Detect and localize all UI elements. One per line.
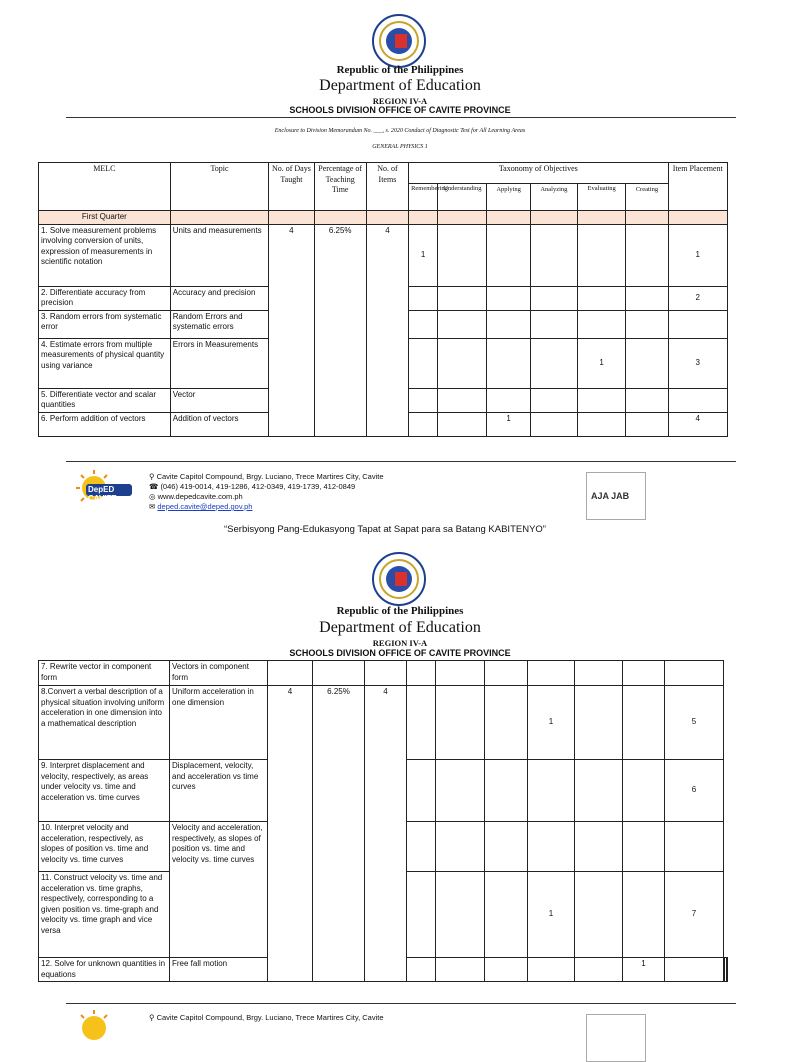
certification-badge bbox=[586, 1014, 646, 1062]
ana-cell: 1 bbox=[528, 872, 575, 958]
division-label: SCHOOLS DIVISION OFFICE OF CAVITE PROVINCE bbox=[289, 105, 511, 115]
col-topic: Topic bbox=[170, 163, 269, 211]
tagline: “Serbisyong Pang-Edukasyong Tapat at Sapat para sa Batang KABITENYO” bbox=[224, 524, 546, 535]
app-cell: 1 bbox=[487, 412, 530, 436]
days-cell: 4 bbox=[269, 224, 314, 436]
mail-icon: ✉ bbox=[149, 502, 156, 511]
percentage-cell: 6.25% bbox=[313, 686, 365, 982]
melc-cell: 5. Differentiate vector and scalar quantities bbox=[39, 388, 171, 412]
col-applying: Applying bbox=[487, 184, 530, 211]
tos-table-page-1 bbox=[38, 162, 728, 437]
und-cell bbox=[438, 310, 487, 338]
col-creating: Creating bbox=[626, 184, 668, 211]
und-cell bbox=[438, 412, 487, 436]
col-melc: MELC bbox=[39, 163, 171, 211]
topic-cell: Vectors in component form bbox=[170, 661, 268, 686]
rem-cell bbox=[409, 338, 438, 388]
items-cell: 4 bbox=[366, 224, 408, 436]
logo-text: DepED CAVITE bbox=[88, 485, 117, 503]
contact-block bbox=[149, 1013, 384, 1023]
app-cell bbox=[487, 286, 530, 310]
footer-rule bbox=[66, 461, 736, 462]
ana-cell bbox=[530, 310, 577, 338]
app-cell bbox=[487, 388, 530, 412]
col-remembering: Remembering bbox=[409, 184, 438, 211]
placement-cell: 7 bbox=[665, 872, 724, 958]
topic-cell: Errors in Measurements bbox=[170, 338, 269, 388]
melc-cell: 4. Estimate errors from multiple measurements of physical quantity using variance bbox=[39, 338, 171, 388]
ana-cell bbox=[530, 286, 577, 310]
col-analyzing: Analyzing bbox=[530, 184, 577, 211]
melc-cell: 3. Random errors from systematic error bbox=[39, 310, 171, 338]
melc-cell: 6. Perform addition of vectors bbox=[39, 412, 171, 436]
col-understanding: Understanding bbox=[438, 184, 487, 211]
percentage-cell: 6.25% bbox=[314, 224, 366, 436]
und-cell bbox=[438, 388, 487, 412]
phone-icon: ☎ bbox=[149, 482, 159, 491]
topic-cell: Addition of vectors bbox=[170, 412, 269, 436]
eva-cell bbox=[577, 310, 625, 338]
email-link[interactable]: deped.cavite@deped.gov.ph bbox=[157, 502, 253, 511]
table-row bbox=[39, 686, 728, 760]
items-cell: 4 bbox=[365, 686, 407, 982]
placement-cell: 2 bbox=[668, 286, 727, 310]
app-cell: 1 bbox=[623, 958, 665, 982]
melc-cell: 12. Solve for unknown quantities in equations bbox=[39, 958, 170, 982]
website-link[interactable]: www.depedcavite.com.ph bbox=[157, 492, 243, 501]
ana-cell bbox=[530, 224, 577, 286]
topic-cell: Random Errors and systematic errors bbox=[170, 310, 269, 338]
placement-cell: 3 bbox=[668, 338, 727, 388]
department-title: Department of Education bbox=[319, 619, 481, 636]
topic-cell: Displacement, velocity, and acceleration vs time curves bbox=[170, 760, 268, 822]
cre-cell bbox=[626, 412, 668, 436]
ana-cell bbox=[530, 412, 577, 436]
col-items: No. of Items bbox=[366, 163, 408, 211]
app-cell bbox=[487, 338, 530, 388]
melc-cell: 11. Construct velocity vs. time and acceleration vs. time graphs, respectively, corresponding to a given position vs. time-graph and velocity vs. time graph and vice versa bbox=[39, 872, 170, 958]
region-label: REGION IV-A bbox=[372, 96, 428, 106]
cre-cell bbox=[626, 286, 668, 310]
rem-cell bbox=[409, 286, 438, 310]
phone-text: (046) 419-0014, 419-1286, 412-0349, 419-1739, 412-0849 bbox=[160, 482, 356, 491]
cre-cell bbox=[626, 338, 668, 388]
melc-cell: 1. Solve measurement problems involving conversion of units, expression of measurements in scientific notation bbox=[39, 224, 171, 286]
region-label: REGION IV-A bbox=[372, 638, 428, 648]
topic-cell: Velocity and acceleration, respectively, as slopes of position vs. time and velocity vs. time curves bbox=[170, 822, 268, 958]
ana-cell bbox=[530, 388, 577, 412]
rem-cell bbox=[409, 412, 438, 436]
cert-text: AJA JAB bbox=[591, 491, 630, 501]
col-evaluating: Evaluating bbox=[577, 184, 625, 211]
col-taxonomy: Taxonomy of Objectives bbox=[409, 163, 669, 184]
location-pin-icon: ⚲ bbox=[149, 1013, 155, 1022]
cre-cell bbox=[626, 310, 668, 338]
melc-cell: 2. Differentiate accuracy from precision bbox=[39, 286, 171, 310]
app-cell bbox=[487, 310, 530, 338]
division-label: SCHOOLS DIVISION OFFICE OF CAVITE PROVINCE bbox=[289, 648, 511, 658]
subject-label: GENERAL PHYSICS 1 bbox=[372, 144, 428, 150]
deped-cavite-logo bbox=[66, 1008, 136, 1048]
quarter-label: First Quarter bbox=[39, 211, 171, 225]
rem-cell bbox=[409, 388, 438, 412]
placement-cell: 1 bbox=[668, 224, 727, 286]
days-cell: 4 bbox=[268, 686, 313, 982]
melc-cell: 10. Interpret velocity and acceleration, respectively, as slopes of position vs. time and velocity vs. time curves bbox=[39, 822, 170, 872]
republic-label: Republic of the Philippines bbox=[336, 64, 464, 76]
placement-cell bbox=[726, 958, 727, 982]
col-percentage: Percentage of Teaching Time bbox=[314, 163, 366, 211]
location-pin-icon: ⚲ bbox=[149, 472, 155, 481]
quarter-row bbox=[39, 211, 728, 225]
col-placement: Item Placement bbox=[668, 163, 727, 211]
ana-cell bbox=[530, 338, 577, 388]
topic-cell: Vector bbox=[170, 388, 269, 412]
cre-cell bbox=[626, 388, 668, 412]
ana-cell: 1 bbox=[528, 686, 575, 760]
enclosure-note: Enclosure to Division Memorandum No. ___, s. 2020 Conduct of Diagnostic Test for All Learning Areas bbox=[274, 128, 526, 134]
melc-cell: 8.Convert a verbal description of a physical situation involving uniform acceleration in one dimension into a mathematical description bbox=[39, 686, 170, 760]
tos-table-page-2 bbox=[38, 660, 728, 982]
und-cell bbox=[438, 286, 487, 310]
eva-cell bbox=[577, 412, 625, 436]
department-title: Department of Education bbox=[319, 77, 481, 94]
eva-cell bbox=[577, 388, 625, 412]
melc-cell: 7. Rewrite vector in component form bbox=[39, 661, 170, 686]
und-cell bbox=[438, 338, 487, 388]
contact-block bbox=[149, 472, 384, 512]
table-row bbox=[39, 224, 728, 286]
topic-cell: Free fall motion bbox=[170, 958, 268, 982]
deped-seal-logo bbox=[372, 552, 426, 606]
col-days: No. of Days Taught bbox=[269, 163, 314, 211]
placement-cell: 5 bbox=[665, 686, 724, 760]
topic-cell: Accuracy and precision bbox=[170, 286, 269, 310]
placement-cell: 4 bbox=[668, 412, 727, 436]
deped-cavite-logo bbox=[66, 468, 136, 508]
cre-cell bbox=[626, 224, 668, 286]
footer-rule bbox=[66, 1003, 736, 1004]
certification-badge bbox=[586, 472, 646, 520]
placement-cell bbox=[668, 310, 727, 338]
table-row bbox=[39, 661, 728, 686]
placement-cell: 6 bbox=[665, 760, 724, 822]
rem-cell: 1 bbox=[409, 224, 438, 286]
header-rule bbox=[66, 117, 736, 118]
deped-seal-logo bbox=[372, 14, 426, 68]
address-text: Cavite Capitol Compound, Brgy. Luciano, Trece Martires City, Cavite bbox=[156, 1013, 384, 1022]
eva-cell bbox=[577, 224, 625, 286]
globe-icon: ◎ bbox=[149, 492, 156, 501]
placement-cell bbox=[668, 388, 727, 412]
und-cell bbox=[438, 224, 487, 286]
rem-cell bbox=[409, 310, 438, 338]
melc-cell: 9. Interpret displacement and velocity, respectively, as areas under velocity vs. time and acceleration vs. time curves bbox=[39, 760, 170, 822]
topic-cell: Units and measurements bbox=[170, 224, 269, 286]
app-cell bbox=[487, 224, 530, 286]
republic-label: Republic of the Philippines bbox=[336, 605, 464, 617]
eva-cell: 1 bbox=[577, 338, 625, 388]
eva-cell bbox=[577, 286, 625, 310]
address-text: Cavite Capitol Compound, Brgy. Luciano, Trece Martires City, Cavite bbox=[156, 472, 384, 481]
topic-cell: Uniform acceleration in one dimension bbox=[170, 686, 268, 760]
